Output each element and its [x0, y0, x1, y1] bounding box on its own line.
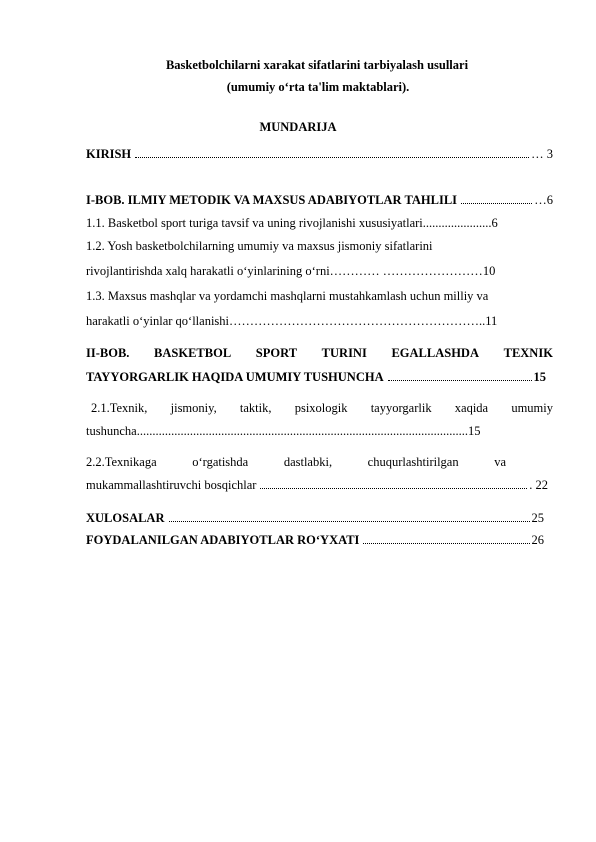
- toc-word: umumiy: [511, 401, 553, 415]
- toc-entry-kirish: [86, 146, 553, 162]
- toc-page: 11: [485, 314, 498, 328]
- toc-page: … 3: [531, 147, 553, 161]
- toc-entry-2-2-line-1: [86, 454, 506, 470]
- toc-word: EGALLASHDA: [391, 346, 479, 360]
- toc-page: 26: [531, 533, 544, 547]
- toc-page: 6: [491, 216, 498, 230]
- toc-leader: [461, 203, 532, 204]
- toc-label: TAYYORGARLIK HAQIDA UMUMIY TUSHUNCHA: [86, 370, 384, 384]
- toc-label: 1.1. Basketbol sport turiga tavsif va uning rivojlanishi xususiyatlari: [86, 216, 423, 230]
- toc-word: II-BOB.: [86, 346, 130, 360]
- toc-label: tushuncha: [86, 424, 137, 438]
- toc-word: o‘rgatishda: [192, 455, 249, 469]
- toc-page: 10: [482, 264, 496, 278]
- toc-entry-2-1-line-1: [91, 400, 553, 416]
- toc-entry-xulosalar: [86, 510, 544, 526]
- toc-word: psixologik: [294, 401, 348, 415]
- toc-entry-2-2-line-2: [86, 477, 548, 493]
- toc-page: …6: [534, 193, 553, 207]
- toc-word: taktik,: [239, 401, 272, 415]
- toc-entry-1-3-line-2: [86, 313, 553, 329]
- toc-entry-2-1-line-2: [86, 423, 554, 439]
- toc-label: KIRISH: [86, 147, 132, 161]
- toc-leader: [363, 543, 529, 544]
- toc-leader: [169, 521, 530, 522]
- toc-label: rivojlantirishda xalq harakatli o‘yinlarining o‘rni………… ……………………: [86, 264, 483, 278]
- contents-heading: MUNDARIJA: [259, 120, 337, 134]
- toc-page: . 22: [529, 478, 548, 492]
- toc-leader: ......................: [422, 216, 492, 230]
- toc-page: 15: [533, 370, 546, 384]
- toc-leader: [135, 157, 529, 158]
- toc-leader: [388, 380, 532, 381]
- document-subtitle: (umumiy o‘rta ta'lim maktablari).: [226, 80, 410, 94]
- toc-word: 2.1.Texnik,: [91, 401, 148, 415]
- toc-word: SPORT: [255, 346, 298, 360]
- toc-word: BASKETBOL: [154, 346, 232, 360]
- toc-label: FOYDALANILGAN ADABIYOTLAR RO‘YXATI: [86, 533, 360, 547]
- toc-word: jismoniy,: [170, 401, 217, 415]
- toc-entry-1-3-line-1: 1.3. Maxsus mashqlar va yordamchi mashqlarni mustahkamlash uchun milliy va: [86, 289, 489, 303]
- toc-entry-chapter-2-line-1: [86, 345, 553, 361]
- toc-label: mukammallashtiruvchi bosqichlar: [86, 478, 257, 492]
- toc-word: xaqida: [454, 401, 489, 415]
- toc-leader: [260, 488, 527, 489]
- toc-page: 15: [467, 424, 481, 438]
- toc-entry-1-1: [86, 215, 553, 231]
- toc-label: XULOSALAR: [86, 511, 165, 525]
- toc-entry-chapter-1: [86, 192, 553, 208]
- toc-word: chuqurlashtirilgan: [367, 455, 459, 469]
- toc-label: I-BOB. ILMIY METODIK VA MAXSUS ADABIYOTLAR TAHLILI: [86, 193, 458, 207]
- toc-page: 25: [531, 511, 544, 525]
- toc-leader: ..........................................................................................................: [136, 424, 468, 438]
- toc-entry-1-2-line-2: [86, 263, 553, 279]
- toc-entry-references: [86, 532, 544, 548]
- document-title: Basketbolchilarni xarakat sifatlarini tarbiyalash usullari: [165, 58, 469, 72]
- toc-entry-1-2-line-1: 1.2. Yosh basketbolchilarning umumiy va maxsus jismoniy sifatlarini: [86, 239, 433, 253]
- toc-word: dastlabki,: [283, 455, 333, 469]
- toc-entry-chapter-2-line-2: [86, 369, 546, 385]
- toc-word: 2.2.Texnikaga: [86, 455, 157, 469]
- toc-word: TEXNIK: [503, 346, 553, 360]
- toc-word: tayyorgarlik: [370, 401, 432, 415]
- toc-label: harakatli o‘yinlar qo‘llanishi……………………………………………………..: [86, 314, 486, 328]
- toc-word: va: [494, 455, 506, 469]
- toc-word: TURINI: [321, 346, 367, 360]
